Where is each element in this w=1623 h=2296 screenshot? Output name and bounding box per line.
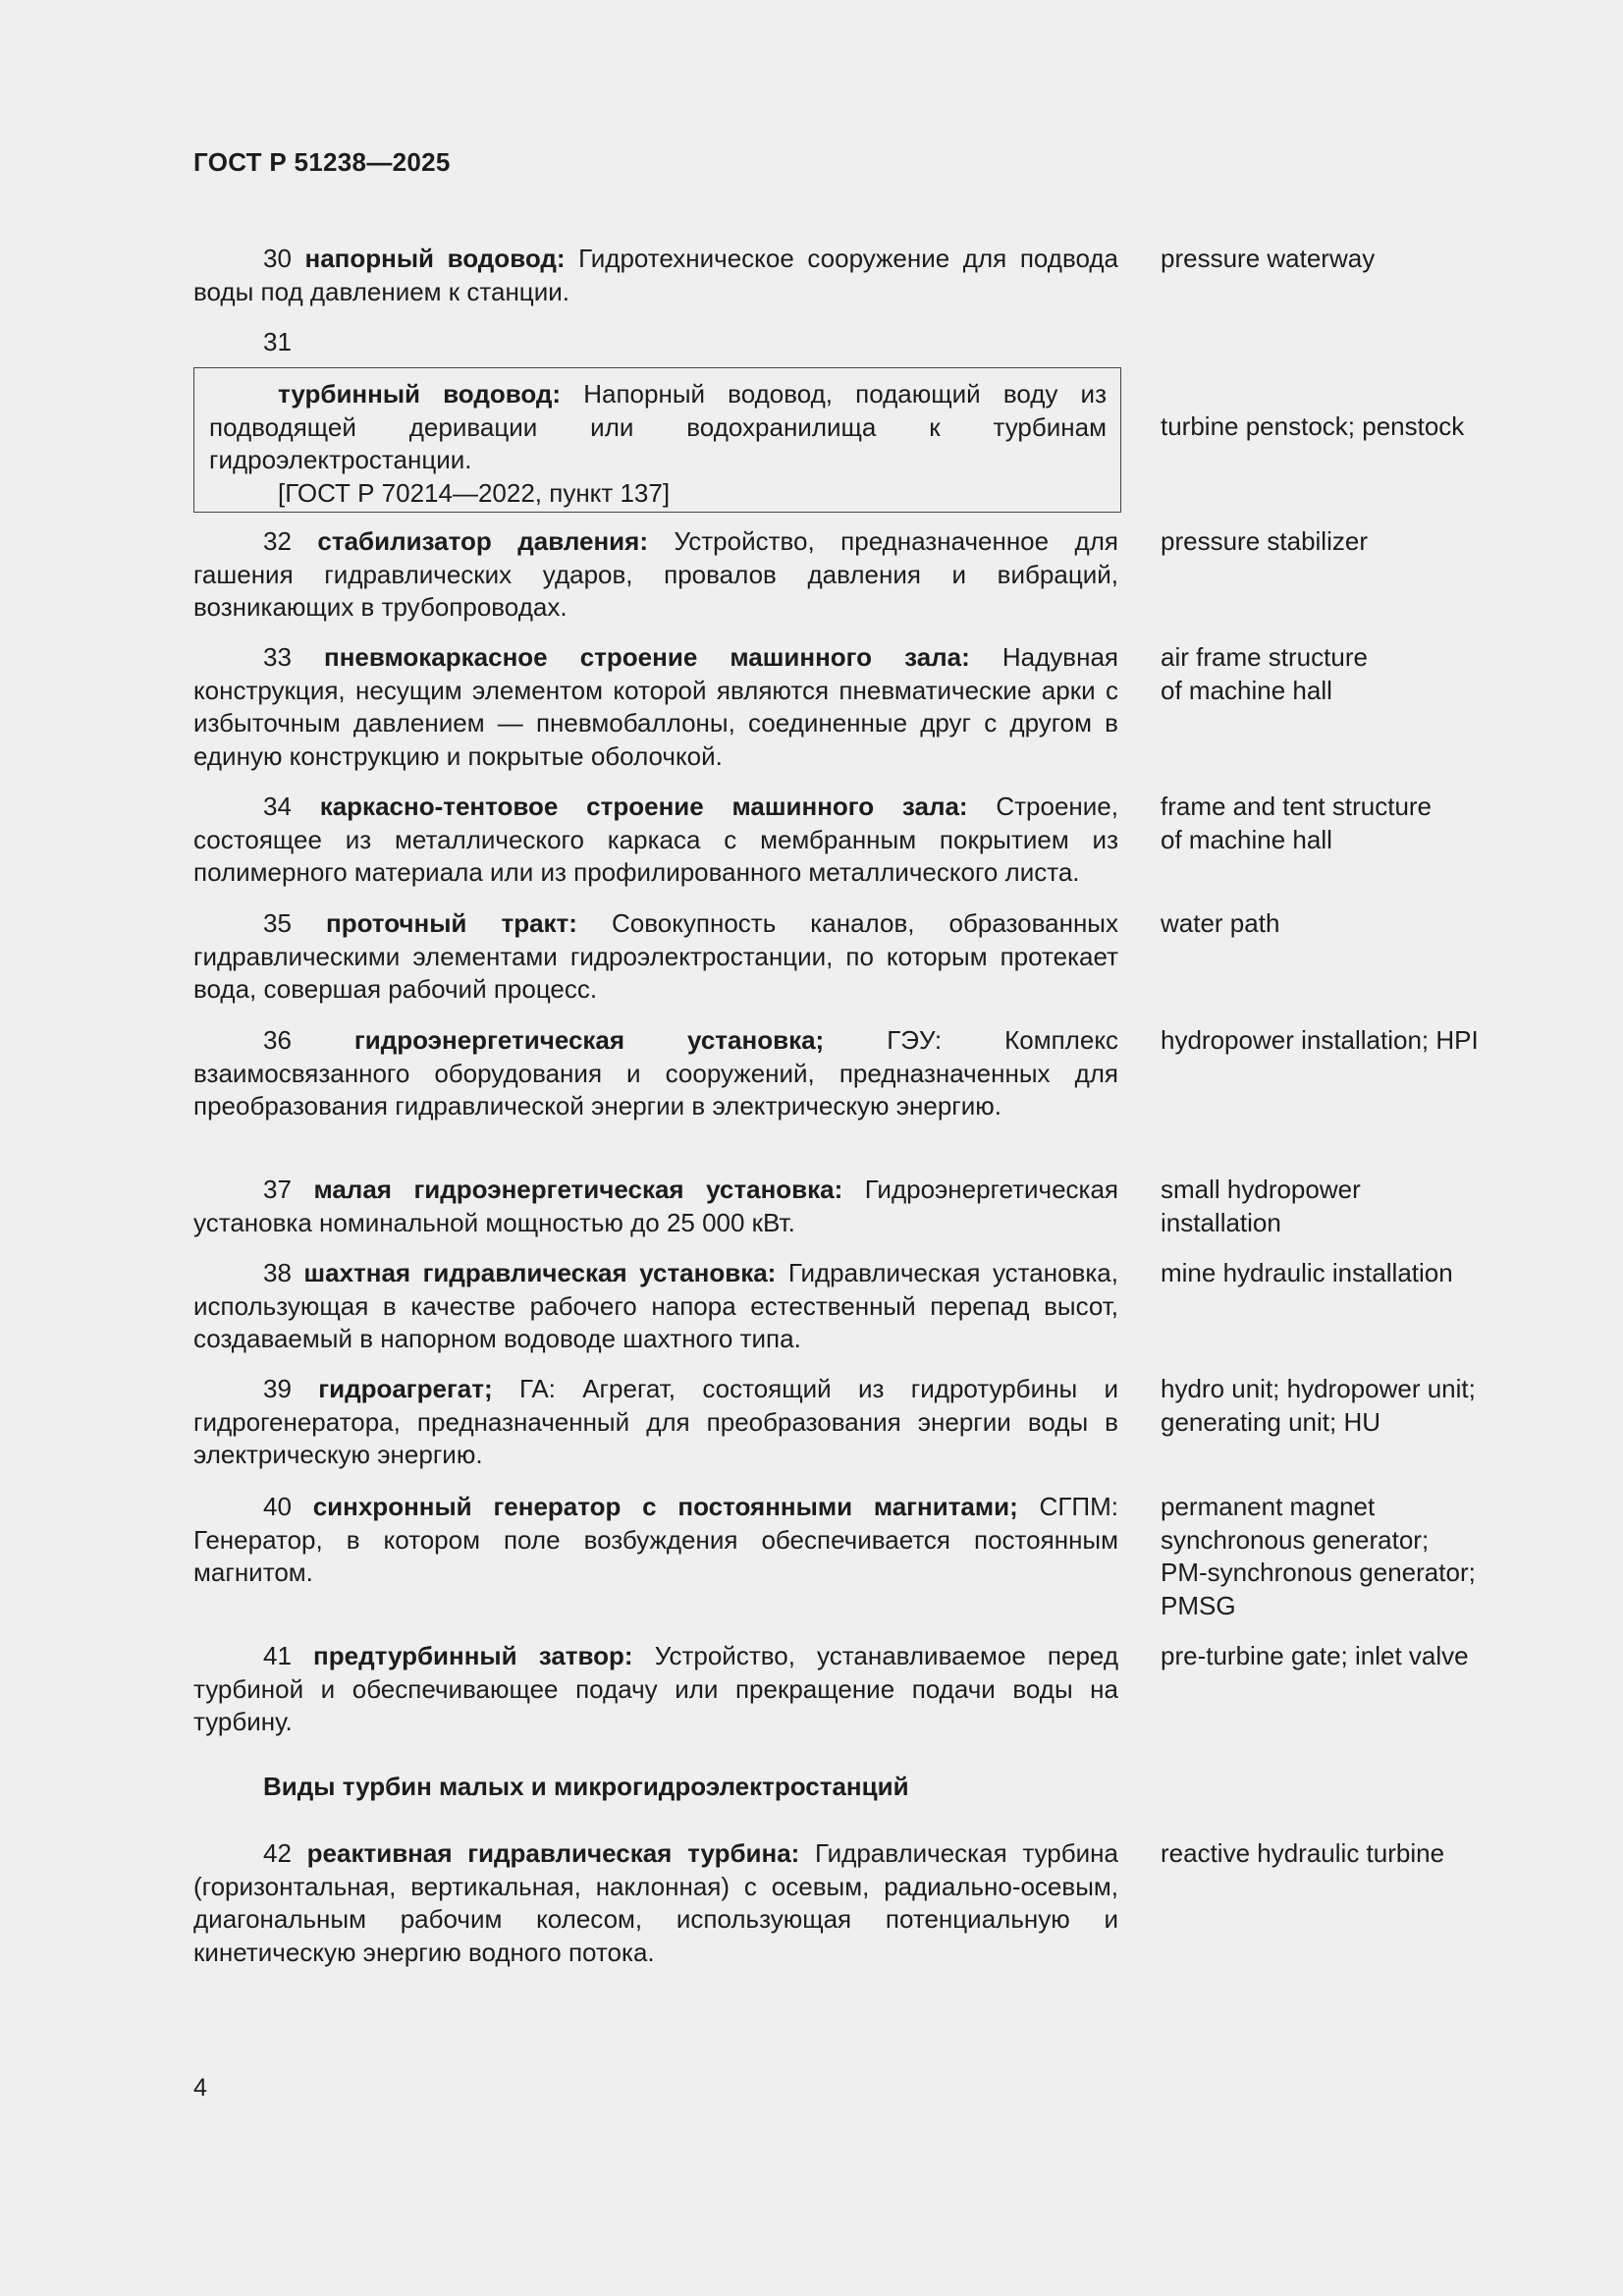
term-definition: Гидравлическая турбина (горизонтальная, вертикальная, наклонная) с осевым, радиально-осевым, диагональным рабочим колесом, использующая потенциальную и кинетическую энергию водного потока.: [193, 1838, 1118, 1967]
term-number: 39: [263, 1374, 292, 1403]
english-equivalent: air frame structure of machine hall: [1161, 642, 1368, 705]
term-entry-34: [193, 791, 1433, 890]
referenced-term-box: [193, 367, 1121, 513]
english-equivalent: water path: [1161, 908, 1280, 938]
term-number: 42: [263, 1838, 292, 1868]
term-definition: Гидроэнергетическая установка номинальной мощностью до 25 000 кВт.: [193, 1175, 1119, 1237]
page-number: 4: [193, 2074, 207, 2102]
english-equivalent: pre-turbine gate; inlet valve: [1161, 1641, 1469, 1670]
term-number: 40: [263, 1492, 292, 1521]
english-equivalent: small hydropower installation: [1161, 1175, 1361, 1237]
term-definition: Устройство, предназначенное для гашения гидравлических ударов, провалов давления и вибраций, возникающих в трубопроводах.: [193, 526, 1118, 622]
term-entry-30: [193, 243, 1376, 308]
term-name: напорный водовод:: [304, 244, 566, 273]
term-number: 35: [263, 908, 292, 938]
section-heading: Виды турбин малых и микрогидроэлектростанций: [263, 1772, 909, 1801]
term-name: реактивная гидравлическая турбина:: [306, 1838, 800, 1868]
term-definition: Гидротехническое сооружение для подвода воды под давлением к станции.: [193, 244, 1118, 306]
term-entry-35: [193, 907, 1280, 1007]
term-number-31: 31: [263, 327, 292, 356]
term-name: проточный тракт:: [325, 908, 577, 938]
term-name: предтурбинный затвор:: [313, 1641, 633, 1670]
term-definition: СГПМ: Генератор, в котором поле возбуждения обеспечивается постоянным магнитом.: [193, 1492, 1118, 1587]
term-source: [ГОСТ Р 70214—2022, пункт 137]: [278, 477, 671, 508]
term-entry-40: [193, 1491, 1476, 1620]
term-entry-36: [193, 1024, 1479, 1123]
term-entry-39: [193, 1373, 1476, 1472]
term-number: 33: [263, 642, 292, 672]
term-definition: Напорный водовод, подающий воду из подводящей деривации или водохранилища к турбинам гидроэлектростанции.: [209, 379, 1108, 474]
english-equivalent: mine hydraulic installation: [1161, 1258, 1453, 1287]
term-entry-42: [193, 1837, 1445, 1969]
term-definition: Совокупность каналов, образованных гидравлическими элементами гидроэлектростанции, по которым протекает вода, совершая рабочий процесс.: [193, 908, 1118, 1004]
term-definition: Надувная конструкция, несущим элементом которой являются пневматические арки с избыточным давлением — пневмобаллоны, соединенные друг с другом в единую конструкцию и покрытые оболочкой.: [193, 642, 1118, 771]
english-equivalent: frame and tent structure of machine hall: [1161, 792, 1433, 854]
term-entry-33: [193, 641, 1368, 773]
document-code: ГОСТ Р 51238—2025: [193, 147, 451, 177]
english-equivalent: pressure stabilizer: [1161, 526, 1368, 556]
english-equivalent-31: turbine penstock; penstock: [1161, 411, 1465, 441]
english-equivalent: permanent magnet synchronous generator; PM-synchronous generator; PMSG: [1161, 1492, 1476, 1620]
term-name: шахтная гидравлическая установка:: [303, 1258, 777, 1287]
term-definition: ГА: Агрегат, состоящий из гидротурбины и гидрогенератора, предназначенный для преобразования энергии воды в электрическую энергию.: [193, 1374, 1118, 1469]
term-number: 34: [263, 792, 292, 821]
english-equivalent: reactive hydraulic turbine: [1161, 1838, 1445, 1868]
term-entry-32: [193, 525, 1368, 625]
term-definition: Гидравлическая установка, использующая в качестве рабочего напора естественный перепад высот, создаваемый в напорном водоводе шахтного типа.: [193, 1258, 1118, 1353]
term-name: малая гидроэнергетическая установка:: [313, 1175, 843, 1204]
term-entry-37: [193, 1174, 1361, 1239]
term-name: стабилизатор давления:: [317, 526, 648, 556]
term-number: 38: [263, 1258, 292, 1287]
term-number: 41: [263, 1641, 292, 1670]
term-definition: ГЭУ: Комплекс взаимосвязанного оборудования и сооружений, предназначенных для преобразования гидравлической энергии в электрическую энергию.: [193, 1025, 1118, 1121]
english-equivalent: hydro unit; hydropower unit; generating unit; HU: [1161, 1374, 1476, 1437]
term-number: 30: [263, 244, 292, 273]
term-entry-38: [193, 1257, 1453, 1356]
term-name: гидроагрегат;: [318, 1374, 493, 1403]
term-number: 32: [263, 526, 292, 556]
term-number: 36: [263, 1025, 292, 1055]
term-name: гидроэнергетическая установка;: [353, 1025, 825, 1055]
term-entry-41: [193, 1640, 1469, 1739]
term-name: пневмокаркасное строение машинного зала:: [324, 642, 970, 672]
term-name: каркасно-тентовое строение машинного зала:: [319, 792, 968, 821]
term-number: 37: [263, 1175, 292, 1204]
english-equivalent: hydropower installation; HPI: [1161, 1025, 1479, 1055]
term-definition: Строение, состоящее из металлического каркаса с мембранным покрытием из полимерного материала или из профилированного металлического листа.: [193, 792, 1118, 887]
english-equivalent: pressure waterway: [1161, 244, 1376, 273]
term-definition: Устройство, устанавливаемое перед турбиной и обеспечивающее подачу или прекращение подачи воды на турбину.: [193, 1641, 1118, 1736]
term-name: турбинный водовод:: [278, 379, 562, 409]
term-name: синхронный генератор с постоянными магнитами;: [312, 1492, 1018, 1521]
